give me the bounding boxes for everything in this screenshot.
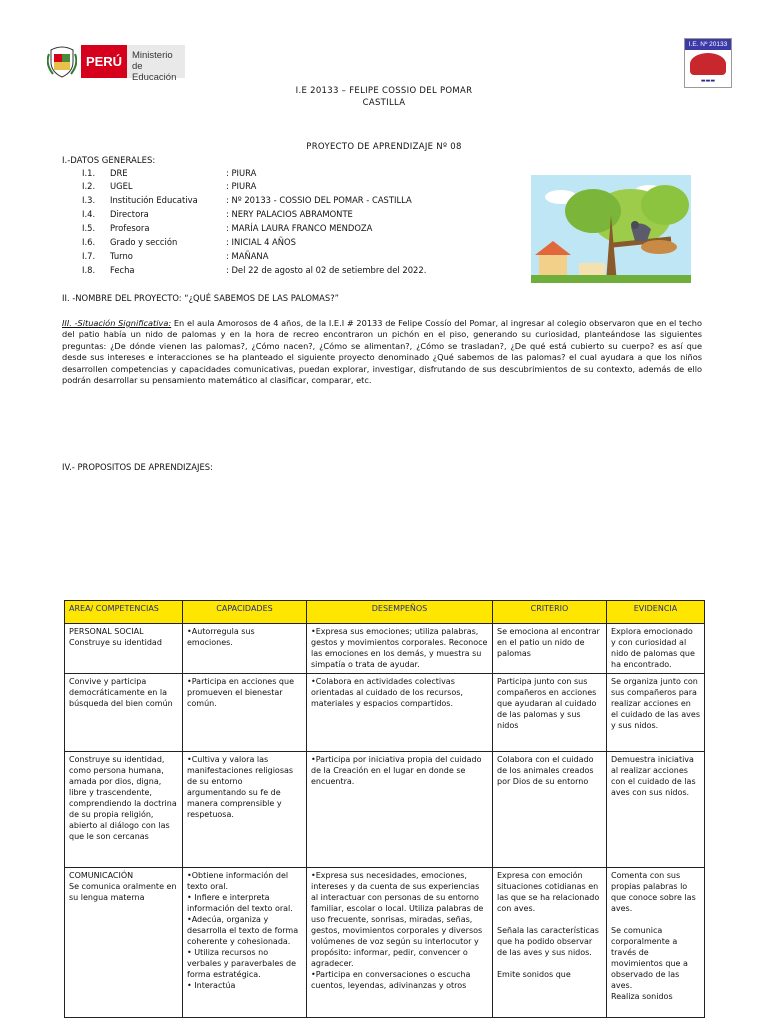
general-label: Turno [110, 251, 133, 261]
table-row [65, 752, 705, 868]
town-line: CASTILLA [362, 98, 406, 108]
peru-label: PERÚ [81, 45, 127, 78]
general-label: Fecha [110, 265, 135, 275]
purposes-heading: IV.- PROPOSITOS DE APRENDIZAJES: [62, 462, 213, 472]
situation-label: III. -Situación Significativa: [62, 318, 172, 328]
table-cell-cap: •Participa en acciones que promueven el bienestar común. [183, 674, 307, 752]
table-cell-evi: Explora emocionado y con curiosidad al nido de palomas que ha encontrado. [607, 624, 705, 674]
ministry-label: Ministerio de Educación [127, 45, 185, 78]
peru-shield-icon [47, 44, 77, 78]
table-cell-des: •Participa por iniciativa propia del cuidado de la Creación en el lugar en donde se encuentra. [307, 752, 493, 868]
general-label: Institución Educativa [110, 195, 198, 205]
table-cell-des: •Expresa sus necesidades, emociones, intereses y da cuenta de sus experiencias al interactuar con personas de su entorno familiar, escolar o local. Utiliza palabras de uso frecuente, sonrisas, miradas, señas, gestos, movimientos corporales y diversos volúmenes de voz según su interlocutor y propósito: informar, pedir, convencer o agradecer. •Participa en conversaciones o escucha cuentos, leyendas, adivinanzas y otros [307, 868, 493, 1018]
table-cell-area: Convive y participa democráticamente en la búsqueda del bien común [65, 674, 183, 752]
table-header-row [65, 601, 705, 624]
school-crest-band-icon: ▬▬▬ [700, 78, 716, 84]
general-value: : Nº 20133 - COSSIO DEL POMAR - CASTILLA [226, 195, 412, 205]
table-cell-des: •Expresa sus emociones; utiliza palabras, gestos y movimientos corporales. Reconoce las emociones en los demás, y muestra su simpatía o trata de ayudar. [307, 624, 493, 674]
general-value: : Del 22 de agosto al 02 de setiembre del 2022. [226, 265, 427, 275]
table-cell-cap: •Autorregula sus emociones. [183, 624, 307, 674]
general-label: Grado y sección [110, 237, 178, 247]
table-cell-evi: Se organiza junto con sus compañeros para realizar acciones en el cuidado de las aves y sus nidos. [607, 674, 705, 752]
situation-text: En el aula Amorosos de 4 años, de la I.E.I # 20133 de Felipe Cossío del Pomar, al ingresar al colegio observaron que en el techo del patio había un nido de palomas y en la hora de recreo encontraron un pichón en el piso, generando su curiosidad, planteándose las siguientes preguntas: ¿De dónde vienen las palomas?, ¿Cómo nacen?, ¿Cómo se alimentan?, ¿Cómo se trasladan?, ¿De qué está cubierto su cuerpo? es así que desde sus intereses e interacciones se ha planteado el siguiente proyecto denominado ¿Qué sabemos de las palomas? el cual ayudara a que los niños desarrollen competencias y capacidades comunicativas, puedan explorar, investigar, disfrutando de sus descubrimientos de su contexto, además de ello podrán desarrollar su pensamiento matemático al clasificar, comparar, etc. [62, 318, 702, 386]
general-num: I.6. [82, 237, 96, 247]
general-label: DRE [110, 168, 128, 178]
header-criterio: CRITERIO [493, 601, 607, 624]
general-value: : MARÍA LAURA FRANCO MENDOZA [226, 223, 373, 233]
general-num: I.2. [82, 181, 96, 191]
general-num: I.1. [82, 168, 96, 178]
table-cell-area: Construye su identidad, como persona humana, amada por dios, digna, libre y trascendente, comprendiendo la doctrina de su propia religión, abierto al diálogo con las que le son cercanas [65, 752, 183, 868]
table-cell-cri: Colabora con el cuidado de los animales creados por Dios de su entorno [493, 752, 607, 868]
table-row [65, 868, 705, 1018]
general-label: Profesora [110, 223, 150, 233]
project-name: II. -NOMBRE DEL PROYECTO: “¿QUÉ SABEMOS DE LAS PALOMAS?” [62, 293, 339, 303]
general-num: I.8. [82, 265, 96, 275]
header-capacidades: CAPACIDADES [183, 601, 307, 624]
table-cell-cri: Participa junto con sus compañeros en acciones que ayudaran al cuidado de las palomas y sus nidos [493, 674, 607, 752]
table-cell-evi: Demuestra iniciativa al realizar acciones con el cuidado de las aves con sus nidos. [607, 752, 705, 868]
table-cell-evi: Comenta con sus propias palabras lo que conoce sobre las aves. Se comunica corporalmente a través de movimientos que a observado de las aves. Realiza sonidos [607, 868, 705, 1018]
general-label: Directora [110, 209, 149, 219]
table-row [65, 674, 705, 752]
header-desempenos: DESEMPEÑOS [307, 601, 493, 624]
table-cell-des: •Colabora en actividades colectivas orientadas al cuidado de los recursos, materiales y espacios compartidos. [307, 674, 493, 752]
situation-paragraph [62, 318, 702, 386]
table-cell-cap: •Obtiene información del texto oral. • Infiere e interpreta información del texto oral. •Adecúa, organiza y desarrolla el texto de forma coherente y cohesionada. • Utiliza recursos no verbales y paraverbales de forma estratégica. • Interactúa [183, 868, 307, 1018]
general-num: I.3. [82, 195, 96, 205]
general-num: I.4. [82, 209, 96, 219]
project-title: PROYECTO DE APRENDIZAJE Nº 08 [306, 142, 462, 152]
school-badge: I.E. Nº 20133 [685, 39, 731, 50]
general-value: : MAÑANA [226, 251, 269, 261]
general-label: UGEL [110, 181, 133, 191]
table-cell-cri: Expresa con emoción situaciones cotidianas en las que se ha relacionado con aves. Señala las características que ha podido observar de las aves y sus nidos. Emite sonidos que [493, 868, 607, 1018]
school-logo [684, 38, 732, 88]
purposes-table [64, 600, 705, 1018]
table-row [65, 624, 705, 674]
table-cell-area: PERSONAL SOCIAL Construye su identidad [65, 624, 183, 674]
general-num: I.5. [82, 223, 96, 233]
ministry-logo [47, 44, 187, 83]
table-body [65, 624, 705, 1018]
general-num: I.7. [82, 251, 96, 261]
header-area: AREA/ COMPETENCIAS [65, 601, 183, 624]
general-value: : INICIAL 4 AÑOS [226, 237, 296, 247]
school-crest-icon [690, 53, 726, 75]
general-value: : NERY PALACIOS ABRAMONTE [226, 209, 353, 219]
general-value: : PIURA [226, 181, 257, 191]
header-evidencia: EVIDENCIA [607, 601, 705, 624]
general-heading: I.-DATOS GENERALES: [62, 156, 156, 166]
bird-nest-illustration [531, 175, 691, 283]
table-cell-area: COMUNICACIÓN Se comunica oralmente en su lengua materna [65, 868, 183, 1018]
table-cell-cap: •Cultiva y valora las manifestaciones religiosas de su entorno argumentando su fe de manera comprensible y respetuosa. [183, 752, 307, 868]
general-value: : PIURA [226, 168, 257, 178]
school-line: I.E 20133 – FELIPE COSSIO DEL POMAR [295, 86, 473, 96]
table-cell-cri: Se emociona al encontrar en el patio un nido de palomas [493, 624, 607, 674]
